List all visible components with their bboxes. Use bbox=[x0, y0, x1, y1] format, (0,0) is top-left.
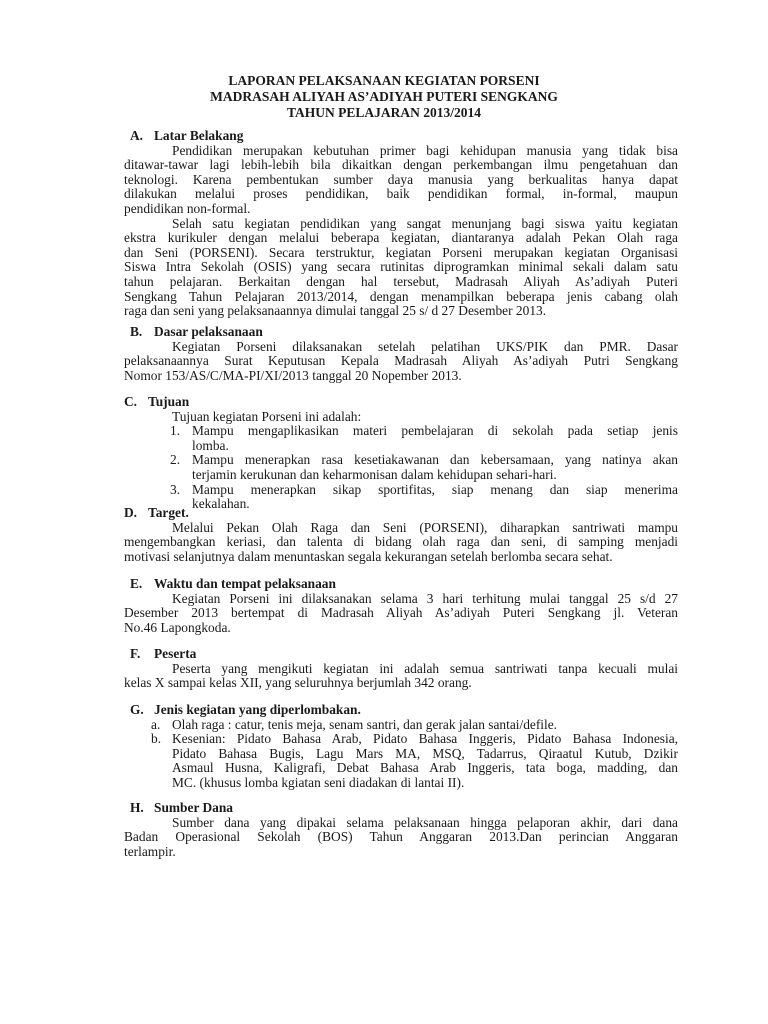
paragraph-line: Pendidikan merupakan kebutuhan primer bagi kehidupan manusia yang tidak bisa bbox=[172, 142, 678, 158]
list-item-text bbox=[172, 718, 678, 733]
paragraph-line: dan Seni (PORSENI). Secara terstruktur, kegiatan Porseni merupakan kegiatan Organisasi bbox=[124, 244, 678, 260]
paragraph bbox=[124, 340, 678, 384]
list-item-line: Olah raga : catur, tenis meja, senam santri, dan gerak jalan santai/defile. bbox=[172, 716, 558, 732]
list-marker: b. bbox=[151, 731, 162, 747]
paragraph-line: Badan Operasional Sekolah (BOS) Tahun Anggaran 2013.Dan perincian Anggaran bbox=[124, 829, 678, 845]
paragraph-line: dilakukan melalui proses pendidikan, baik pendidikan formal, in-formal, maupun bbox=[124, 186, 678, 202]
list-item bbox=[124, 453, 678, 482]
paragraph-line: pendidikan non-formal. bbox=[124, 200, 251, 216]
document-title bbox=[0, 73, 768, 121]
paragraph-line: mengembangkan keriasi, dan talenta di bidang olah raga dan seni, di samping menjadi bbox=[124, 534, 678, 550]
section-heading bbox=[124, 703, 678, 718]
list-marker: 1. bbox=[170, 423, 181, 439]
paragraph-line: Selah satu kegiatan pendidikan yang sangat menunjang bagi siswa yaitu kegiatan bbox=[172, 215, 678, 231]
list-item-line: terjamin kerukunan dan keharmonisan dalam kehidupan sehari-hari. bbox=[192, 466, 557, 482]
section-heading-text: Jenis kegiatan yang diperlombakan. bbox=[154, 702, 361, 717]
section-h bbox=[124, 801, 678, 859]
list-item-line: MC. (khusus lomba kgiatan seni diadakan di lantai II). bbox=[172, 774, 465, 790]
section-heading-text: Sumber Dana bbox=[154, 800, 233, 815]
paragraph-line: Siswa Intra Sekolah (OSIS) yang secara rutinitas diprogramkan minimal sekali dalam satu bbox=[124, 259, 678, 275]
list-item bbox=[124, 718, 678, 733]
section-d bbox=[124, 506, 678, 564]
paragraph bbox=[124, 592, 678, 636]
paragraph-line: kelas X sampai kelas XII, yang seluruhnya berjumlah 342 orang. bbox=[124, 675, 472, 691]
section-heading-text: Latar Belakang bbox=[154, 128, 244, 143]
paragraph-line: motivasi selanjutnya dalam menuntaskan segala kekurangan setelah berlomba secara sehat. bbox=[124, 548, 613, 564]
list-marker: a. bbox=[151, 716, 161, 732]
list-item-text bbox=[172, 732, 678, 790]
paragraph-line: Nomor 153/AS/C/MA-PI/XI/2013 tanggal 20 Nopember 2013. bbox=[124, 367, 462, 383]
list-item-line: lomba. bbox=[192, 437, 229, 453]
section-letter: B. bbox=[130, 324, 143, 339]
section-heading-text: Target. bbox=[148, 505, 189, 520]
paragraph bbox=[124, 144, 678, 217]
list-item-line: Mampu menerapkan sikap sportifitas, siap menang dan siap menerima bbox=[192, 481, 678, 497]
list-intro: Tujuan kegiatan Porseni ini adalah: bbox=[172, 408, 362, 424]
list-item-line: Kesenian: Pidato Bahasa Arab, Pidato Bahasa Inggeris, Pidato Bahasa Indonesia, bbox=[172, 731, 678, 747]
section-heading bbox=[124, 801, 678, 816]
list-item-line: Pidato Bahasa Bugis, Lagu Mars MA, MSQ, Tadarrus, Qiraatul Kutub, Dzikir bbox=[172, 745, 678, 761]
section-heading-text: Peserta bbox=[154, 646, 197, 661]
list-item-line: kekalahan. bbox=[192, 496, 250, 512]
section-a bbox=[124, 129, 678, 319]
list-item bbox=[124, 424, 678, 453]
section-letter: H. bbox=[130, 800, 144, 815]
paragraph bbox=[124, 521, 678, 565]
paragraph bbox=[124, 816, 678, 860]
section-letter: F. bbox=[130, 646, 141, 661]
paragraph-line: terlampir. bbox=[124, 843, 176, 859]
list-item-line: Asmaul Husna, Kaligrafi, Debat Bahasa Arab Inggeris, tata boga, madding, dan bbox=[172, 760, 678, 776]
list-item-text bbox=[192, 424, 678, 453]
title-line-1: LAPORAN PELAKSANAAN KEGIATAN PORSENI bbox=[228, 73, 540, 88]
title-line-3: TAHUN PELAJARAN 2013/2014 bbox=[286, 105, 481, 120]
list-marker: 3. bbox=[170, 481, 181, 497]
section-heading bbox=[124, 325, 678, 340]
section-letter: E. bbox=[130, 576, 143, 591]
list-item-text bbox=[192, 453, 678, 482]
paragraph bbox=[124, 662, 678, 691]
section-heading-text: Dasar pelaksanaan bbox=[154, 324, 263, 339]
section-e bbox=[124, 577, 678, 635]
paragraph-line: Desember 2013 bertempat di Madrasah Aliyah As’adiyah Puteri Sengkang jl. Veteran bbox=[124, 605, 678, 621]
list-item bbox=[124, 732, 678, 790]
section-f bbox=[124, 647, 678, 691]
section-g bbox=[124, 703, 678, 791]
section-heading bbox=[124, 395, 678, 410]
section-heading bbox=[124, 577, 678, 592]
paragraph-line: Kegiatan Porseni dilaksanakan setelah pelatihan UKS/PIK dan PMR. Dasar bbox=[172, 338, 678, 354]
section-letter: D. bbox=[124, 505, 138, 520]
paragraph-line: Sengkang Tahun Pelajaran 2013/2014, dengan menampilkan beberapa jenis cabang olah bbox=[124, 288, 678, 304]
section-b bbox=[124, 325, 678, 383]
paragraph-line: No.46 Lapongkoda. bbox=[124, 619, 231, 635]
paragraph-line: raga dan seni yang pelaksanaannya dimulai tanggal 25 s/ d 27 Desember 2013. bbox=[124, 303, 547, 319]
title-line-2: MADRASAH ALIYAH AS’ADIYAH PUTERI SENGKANG bbox=[210, 89, 558, 104]
paragraph-line: Sumber dana yang dipakai selama pelaksanaan hingga pelaporan akhir, dari dana bbox=[172, 814, 678, 830]
paragraph-line: ekstra kurikuler dengan melalui beberapa kegiatan, diantaranya adalah Pekan Olah raga bbox=[124, 230, 678, 246]
paragraph-line: Melalui Pekan Olah Raga dan Seni (PORSENI), diharapkan santriwati mampu bbox=[172, 519, 678, 535]
paragraph-line: tahun pelajaran. Berkaitan dengan hal tersebut, Madrasah Aliyah As’adiyah Puteri bbox=[124, 273, 678, 289]
paragraph-line: teknologi. Karena pembentukan sumber daya manusia yang berkualitas hanya dapat bbox=[124, 171, 678, 187]
section-heading bbox=[124, 129, 678, 144]
section-letter: A. bbox=[130, 128, 144, 143]
list-item-line: Mampu mengaplikasikan materi pembelajaran di sekolah pada setiap jenis bbox=[192, 423, 678, 439]
paragraph-line: Peserta yang mengikuti kegiatan ini adalah semua santriwati tanpa kecuali mulai bbox=[172, 660, 678, 676]
paragraph-line: ditawar-tawar lagi lebih-lebih bila dikaitkan dengan perkembangan ilmu pengetahuan dan bbox=[124, 157, 678, 173]
list-marker: 2. bbox=[170, 452, 181, 468]
section-letter: G. bbox=[130, 702, 144, 717]
paragraph-line: pelaksanaannya Surat Keputusan Kepala Madrasah Aliyah As’adiyah Putri Sengkang bbox=[124, 353, 678, 369]
paragraph bbox=[124, 217, 678, 319]
section-letter: C. bbox=[124, 394, 138, 409]
section-heading bbox=[124, 647, 678, 662]
section-heading-text: Tujuan bbox=[148, 394, 190, 409]
list-item-line: Mampu menerapkan rasa kesetiakawanan dan kebersamaan, yang natinya akan bbox=[192, 452, 678, 468]
section-heading bbox=[124, 506, 678, 521]
paragraph-line: Kegiatan Porseni ini dilaksanakan selama 3 hari terhitung mulai tanggal 25 s/d 27 bbox=[172, 590, 678, 606]
section-c bbox=[124, 395, 678, 512]
section-heading-text: Waktu dan tempat pelaksanaan bbox=[154, 576, 336, 591]
